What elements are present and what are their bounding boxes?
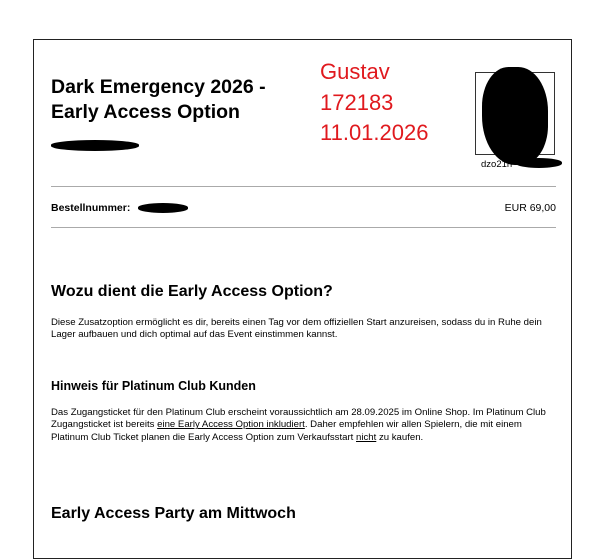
title-line-1: Dark Emergency 2026 - <box>51 76 266 98</box>
section-heading-purpose: Wozu dient die Early Access Option? <box>51 283 333 300</box>
section-heading-party: Early Access Party am Mittwoch <box>51 505 296 522</box>
platinum-text-link: eine Early Access Option inkludiert <box>157 419 305 431</box>
annotation-number: 172183 <box>320 89 394 115</box>
platinum-text-3: zu kaufen. <box>376 431 424 443</box>
ticket-code-text: dzo21n <box>481 159 513 170</box>
platinum-text-emph: nicht <box>356 431 377 443</box>
divider-top <box>51 186 556 187</box>
section-text-platinum <box>51 407 561 444</box>
order-price: EUR 69,00 <box>504 202 556 214</box>
redacted-qr-code <box>482 67 548 165</box>
title-line-2: Early Access Option <box>51 101 240 123</box>
section-heading-platinum: Hinweis für Platinum Club Kunden <box>51 379 256 393</box>
redacted-name <box>51 140 139 151</box>
annotation-name: Gustav <box>320 59 390 84</box>
section-text-purpose: Diese Zusatzoption ermöglicht es dir, bereits einen Tag vor dem offiziellen Start anzureisen, sodass du in Ruhe dein Lager aufbauen und dich optimal auf das Event einstimmen kannst. <box>51 317 542 341</box>
redacted-order-number <box>138 203 188 213</box>
platinum-text-1: Das Zugangsticket für den Platinum Club erscheint voraussichtlich am 28.09.2025 im Online Shop. Im Platinum Club Zugangsticket ist bereits <box>51 407 546 431</box>
annotation-date: 11.01.2026 <box>320 120 429 145</box>
ticket-code <box>481 159 512 170</box>
ticket-document <box>33 39 572 559</box>
redacted-ticket-code <box>516 158 562 168</box>
platinum-text-2: . Daher empfehlen wir allen Spielern, die mit einem Platinum Club Ticket planen die Early Access Option zum Verkaufsstart <box>51 419 522 443</box>
divider-bottom <box>51 227 556 228</box>
qr-code-frame <box>475 72 555 155</box>
order-number-label: Bestellnummer: <box>51 202 131 214</box>
document-title <box>51 75 296 125</box>
handwritten-annotation <box>320 57 428 149</box>
